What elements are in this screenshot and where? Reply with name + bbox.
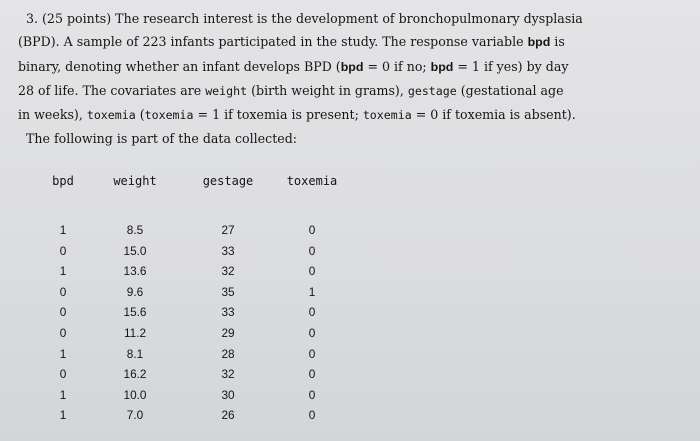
text-segment: = 1 if toxemia is present; <box>193 107 363 123</box>
table-row <box>0 388 700 408</box>
cell-bpd: 1 <box>59 264 67 279</box>
text-segment: in weeks), <box>18 107 87 123</box>
cell-gestage: 29 <box>221 326 235 340</box>
cell-toxemia: 0 <box>308 326 316 340</box>
problem-line <box>18 55 690 79</box>
cell-weight: 8.5 <box>126 223 144 237</box>
table-row <box>0 326 700 346</box>
cell-gestage: 32 <box>221 264 235 279</box>
header-bpd: bpd <box>52 174 74 188</box>
cell-bpd: 0 <box>59 367 67 382</box>
variable-name: bpd <box>340 59 364 74</box>
cell-weight: 11.2 <box>123 326 147 340</box>
cell-bpd: 0 <box>59 284 67 299</box>
text-segment: = 0 if no; <box>363 58 431 74</box>
cell-weight: 10.0 <box>123 387 147 402</box>
problem-line <box>18 79 690 103</box>
text-segment: The following is part of the data collected: <box>26 131 298 147</box>
text-segment: (birth weight in grams), <box>247 82 408 98</box>
cell-toxemia: 0 <box>308 367 316 382</box>
cell-toxemia: 0 <box>308 408 316 423</box>
cell-toxemia: 0 <box>308 264 316 279</box>
cell-weight: 15.0 <box>123 243 147 258</box>
cell-gestage: 32 <box>221 367 235 382</box>
cell-gestage: 27 <box>221 223 235 237</box>
variable-name: toxemia <box>362 108 412 123</box>
data-table <box>0 171 700 441</box>
text-segment: = 1 if yes) by day <box>453 58 569 74</box>
problem-line <box>18 7 690 30</box>
table-row <box>0 264 700 284</box>
cell-toxemia: 1 <box>308 284 316 299</box>
cell-gestage: 33 <box>221 243 235 258</box>
text-segment: = 0 if toxemia is absent). <box>411 107 576 123</box>
cell-bpd: 1 <box>59 408 67 423</box>
variable-name: toxemia <box>144 108 194 123</box>
problem-line <box>18 127 690 150</box>
cell-toxemia: 0 <box>308 305 316 320</box>
header-toxemia: toxemia <box>286 174 338 188</box>
variable-name: bpd <box>527 35 551 50</box>
cell-toxemia: 0 <box>308 243 316 258</box>
table-row <box>0 347 700 367</box>
text-segment: is <box>550 34 565 50</box>
table-row <box>0 408 700 428</box>
variable-name: bpd <box>430 59 454 74</box>
cell-weight: 15.6 <box>123 305 147 320</box>
cell-weight: 16.2 <box>123 367 147 382</box>
cell-toxemia: 0 <box>308 223 316 237</box>
variable-name: gestage <box>407 83 457 98</box>
problem-line <box>18 30 690 54</box>
variable-name: weight <box>205 83 248 98</box>
variable-name: toxemia <box>86 108 136 123</box>
cell-gestage: 30 <box>221 387 235 402</box>
cell-bpd: 1 <box>59 223 67 237</box>
cell-gestage: 35 <box>221 284 235 299</box>
header-weight: weight <box>113 174 157 188</box>
cell-bpd: 0 <box>59 305 67 320</box>
table-row <box>0 223 700 243</box>
text-segment: ( <box>135 107 145 123</box>
cell-bpd: 0 <box>59 243 67 258</box>
cell-bpd: 0 <box>59 326 67 340</box>
cell-bpd: 1 <box>59 387 67 402</box>
cell-weight: 8.1 <box>126 346 144 361</box>
cell-bpd: 1 <box>59 346 67 361</box>
cell-gestage: 33 <box>221 305 235 320</box>
text-segment: binary, denoting whether an infant develops BPD ( <box>18 58 341 74</box>
cell-gestage: 26 <box>221 408 235 423</box>
cell-gestage: 28 <box>221 346 235 361</box>
table-row <box>0 285 700 305</box>
text-segment: (BPD). A sample of 223 infants participated in the study. The response variable <box>18 34 528 50</box>
problem-statement <box>18 7 690 151</box>
text-segment: 28 of life. The covariates are <box>18 82 206 98</box>
text-segment: (gestational age <box>456 82 564 98</box>
problem-line <box>18 103 690 127</box>
table-row <box>0 305 700 325</box>
cell-weight: 9.6 <box>126 284 144 299</box>
cell-weight: 7.0 <box>126 408 144 423</box>
text-segment: 3. (25 points) The research interest is the development of bronchopulmonary dysplasia <box>26 11 583 26</box>
cell-toxemia: 0 <box>308 346 316 361</box>
table-row <box>0 244 700 264</box>
table-row <box>0 367 700 387</box>
cell-toxemia: 0 <box>308 387 316 402</box>
header-gestage: gestage <box>202 174 254 188</box>
cell-weight: 13.6 <box>123 264 147 279</box>
